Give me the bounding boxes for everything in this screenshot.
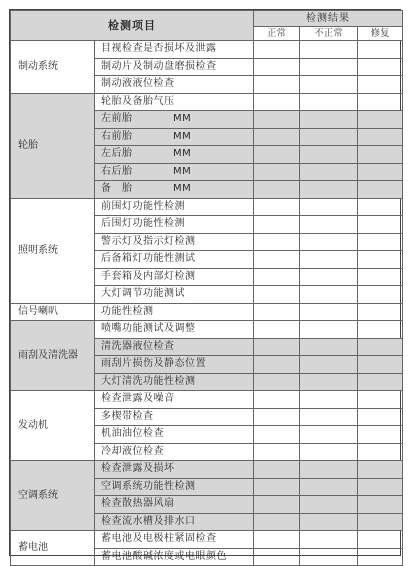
tread-unit-label: MM	[173, 113, 192, 125]
check-item: 制动片及制动盘磨损检查	[95, 58, 254, 76]
check-item: 制动液液位检查	[95, 76, 254, 94]
checklist-row	[11, 198, 403, 216]
result-cell-abnormal[interactable]	[300, 321, 358, 339]
result-cell-normal[interactable]	[254, 128, 300, 146]
result-cell-abnormal[interactable]	[300, 128, 358, 146]
check-item: 后备箱灯功能性测试	[95, 251, 254, 269]
result-cell-normal[interactable]	[254, 531, 300, 549]
tire-position-label: 备 胎	[101, 183, 133, 195]
category-tire: 轮胎	[11, 93, 95, 198]
result-cell-normal[interactable]	[254, 233, 300, 251]
result-cell-abnormal[interactable]	[300, 233, 358, 251]
tread-unit-label: MM	[173, 148, 192, 160]
result-cell-repair[interactable]	[358, 373, 403, 391]
checklist-row	[11, 303, 403, 321]
result-cell-abnormal[interactable]	[300, 198, 358, 216]
checklist-row	[11, 41, 403, 59]
result-cell-normal[interactable]	[254, 163, 300, 181]
result-cell-repair[interactable]	[358, 216, 403, 234]
result-cell-repair[interactable]	[358, 93, 403, 111]
result-cell-normal[interactable]	[254, 496, 300, 514]
result-cell-normal[interactable]	[254, 426, 300, 444]
check-item: 雨刮片损伤及静态位置	[95, 356, 254, 374]
tire-position-label: 左前胎	[101, 113, 133, 125]
result-cell-repair[interactable]	[358, 531, 403, 549]
result-cell-repair[interactable]	[358, 58, 403, 76]
check-item: 清洗器液位检查	[95, 338, 254, 356]
result-cell-repair[interactable]	[358, 41, 403, 59]
check-item: 蓄电池及电极柱紧固检查	[95, 531, 254, 549]
result-cell-repair[interactable]	[358, 321, 403, 339]
result-cell-abnormal[interactable]	[300, 286, 358, 304]
result-cell-abnormal[interactable]	[300, 548, 358, 566]
result-cell-repair[interactable]	[358, 286, 403, 304]
result-cell-abnormal[interactable]	[300, 391, 358, 409]
result-cell-abnormal[interactable]	[300, 163, 358, 181]
checklist-row	[11, 391, 403, 409]
result-cell-normal[interactable]	[254, 216, 300, 234]
result-cell-repair[interactable]	[358, 146, 403, 164]
check-item: 手套箱及内部灯检测	[95, 268, 254, 286]
category-ac: 空调系统	[11, 461, 95, 531]
result-cell-repair[interactable]	[358, 303, 403, 321]
result-cell-repair[interactable]	[358, 391, 403, 409]
result-cell-normal[interactable]	[254, 58, 300, 76]
result-cell-abnormal[interactable]	[300, 531, 358, 549]
check-item: 前围灯功能性检测	[95, 198, 254, 216]
result-cell-repair[interactable]	[358, 233, 403, 251]
result-cell-repair[interactable]	[358, 128, 403, 146]
result-cell-repair[interactable]	[358, 496, 403, 514]
check-item	[95, 128, 254, 146]
category-brake: 制动系统	[11, 41, 95, 94]
result-cell-abnormal[interactable]	[300, 461, 358, 479]
result-cell-normal[interactable]	[254, 513, 300, 531]
result-cell-repair[interactable]	[358, 461, 403, 479]
check-item	[95, 163, 254, 181]
result-cell-normal[interactable]	[254, 303, 300, 321]
check-item: 后围灯功能性检测	[95, 216, 254, 234]
result-cell-abnormal[interactable]	[300, 356, 358, 374]
result-cell-repair[interactable]	[358, 513, 403, 531]
result-cell-normal[interactable]	[254, 373, 300, 391]
result-cell-abnormal[interactable]	[300, 408, 358, 426]
result-cell-abnormal[interactable]	[300, 338, 358, 356]
tire-position-label: 右后胎	[101, 165, 133, 177]
result-cell-normal[interactable]	[254, 408, 300, 426]
check-item: 功能性检测	[95, 303, 254, 321]
result-cell-abnormal[interactable]	[300, 373, 358, 391]
result-cell-normal[interactable]	[254, 146, 300, 164]
tread-unit-label: MM	[173, 165, 192, 177]
check-item: 检查流水槽及排水口	[95, 513, 254, 531]
result-cell-abnormal[interactable]	[300, 93, 358, 111]
result-cell-repair[interactable]	[358, 268, 403, 286]
result-cell-normal[interactable]	[254, 76, 300, 94]
check-item: 大灯调节功能测试	[95, 286, 254, 304]
result-cell-abnormal[interactable]	[300, 76, 358, 94]
result-cell-repair[interactable]	[358, 163, 403, 181]
result-cell-abnormal[interactable]	[300, 181, 358, 199]
check-item: 机油油位检查	[95, 426, 254, 444]
check-item: 轮胎及备胎气压	[95, 93, 254, 111]
category-engine: 发动机	[11, 391, 95, 461]
check-item: 警示灯及指示灯检测	[95, 233, 254, 251]
result-cell-abnormal[interactable]	[300, 426, 358, 444]
result-cell-normal[interactable]	[254, 478, 300, 496]
result-cell-normal[interactable]	[254, 198, 300, 216]
inspection-table	[10, 10, 403, 566]
results-header: 检测结果	[254, 11, 403, 27]
check-item	[95, 181, 254, 199]
check-item: 检查散热器风扇	[95, 496, 254, 514]
result-cell-abnormal[interactable]	[300, 268, 358, 286]
checklist-row	[11, 93, 403, 111]
result-cell-repair[interactable]	[358, 198, 403, 216]
result-cell-normal[interactable]	[254, 251, 300, 269]
items-header: 检测项目	[11, 11, 254, 41]
result-cell-abnormal[interactable]	[300, 216, 358, 234]
result-cell-repair[interactable]	[358, 478, 403, 496]
result-cell-normal[interactable]	[254, 181, 300, 199]
result-cell-abnormal[interactable]	[300, 58, 358, 76]
result-cell-normal[interactable]	[254, 268, 300, 286]
result-cell-normal[interactable]	[254, 338, 300, 356]
check-item: 喷嘴功能测试及调整	[95, 321, 254, 339]
result-cell-normal[interactable]	[254, 548, 300, 566]
check-item: 空调系统功能性检测	[95, 478, 254, 496]
result-cell-repair[interactable]	[358, 181, 403, 199]
result-cell-abnormal[interactable]	[300, 111, 358, 129]
result-cell-normal[interactable]	[254, 286, 300, 304]
tire-position-label: 左后胎	[101, 148, 133, 160]
result-cell-repair[interactable]	[358, 356, 403, 374]
result-cell-normal[interactable]	[254, 443, 300, 461]
result-cell-abnormal[interactable]	[300, 41, 358, 59]
inspection-sheet	[9, 9, 401, 562]
result-cell-abnormal[interactable]	[300, 303, 358, 321]
result-cell-repair[interactable]	[358, 548, 403, 566]
result-cell-repair[interactable]	[358, 111, 403, 129]
result-cell-repair[interactable]	[358, 408, 403, 426]
result-cell-abnormal[interactable]	[300, 478, 358, 496]
check-item: 检查泄露及损坏	[95, 461, 254, 479]
result-cell-normal[interactable]	[254, 356, 300, 374]
result-cell-abnormal[interactable]	[300, 496, 358, 514]
tire-position-label: 右前胎	[101, 130, 133, 142]
tread-unit-label: MM	[173, 183, 192, 195]
category-wiper: 雨刮及清洗器	[11, 321, 95, 391]
col-repair-header: 修复	[358, 27, 403, 41]
result-cell-abnormal[interactable]	[300, 443, 358, 461]
check-item	[95, 146, 254, 164]
result-cell-normal[interactable]	[254, 41, 300, 59]
checklist-row	[11, 461, 403, 479]
result-cell-abnormal[interactable]	[300, 513, 358, 531]
category-horn: 信号喇叭	[11, 303, 95, 321]
result-cell-abnormal[interactable]	[300, 251, 358, 269]
result-cell-repair[interactable]	[358, 443, 403, 461]
result-cell-normal[interactable]	[254, 111, 300, 129]
check-item	[95, 111, 254, 129]
check-item: 检查泄露及噪音	[95, 391, 254, 409]
result-cell-repair[interactable]	[358, 338, 403, 356]
col-abnormal-header: 不正常	[300, 27, 358, 41]
check-item: 目视检查是否损坏及泄露	[95, 41, 254, 59]
checklist-row	[11, 531, 403, 549]
category-battery: 蓄电池	[11, 531, 95, 566]
check-item: 多楔带检查	[95, 408, 254, 426]
check-item: 冷却液位检查	[95, 443, 254, 461]
result-cell-repair[interactable]	[358, 251, 403, 269]
result-cell-repair[interactable]	[358, 76, 403, 94]
result-cell-normal[interactable]	[254, 93, 300, 111]
tread-unit-label: MM	[173, 130, 192, 142]
result-cell-normal[interactable]	[254, 391, 300, 409]
result-cell-abnormal[interactable]	[300, 146, 358, 164]
result-cell-normal[interactable]	[254, 321, 300, 339]
check-item: 蓄电池酸碱浓度或电眼颜色	[95, 548, 254, 566]
checklist-row	[11, 321, 403, 339]
result-cell-repair[interactable]	[358, 426, 403, 444]
check-item: 大灯清洗功能性检测	[95, 373, 254, 391]
col-normal-header: 正常	[254, 27, 300, 41]
category-lighting: 照明系统	[11, 198, 95, 303]
result-cell-normal[interactable]	[254, 461, 300, 479]
